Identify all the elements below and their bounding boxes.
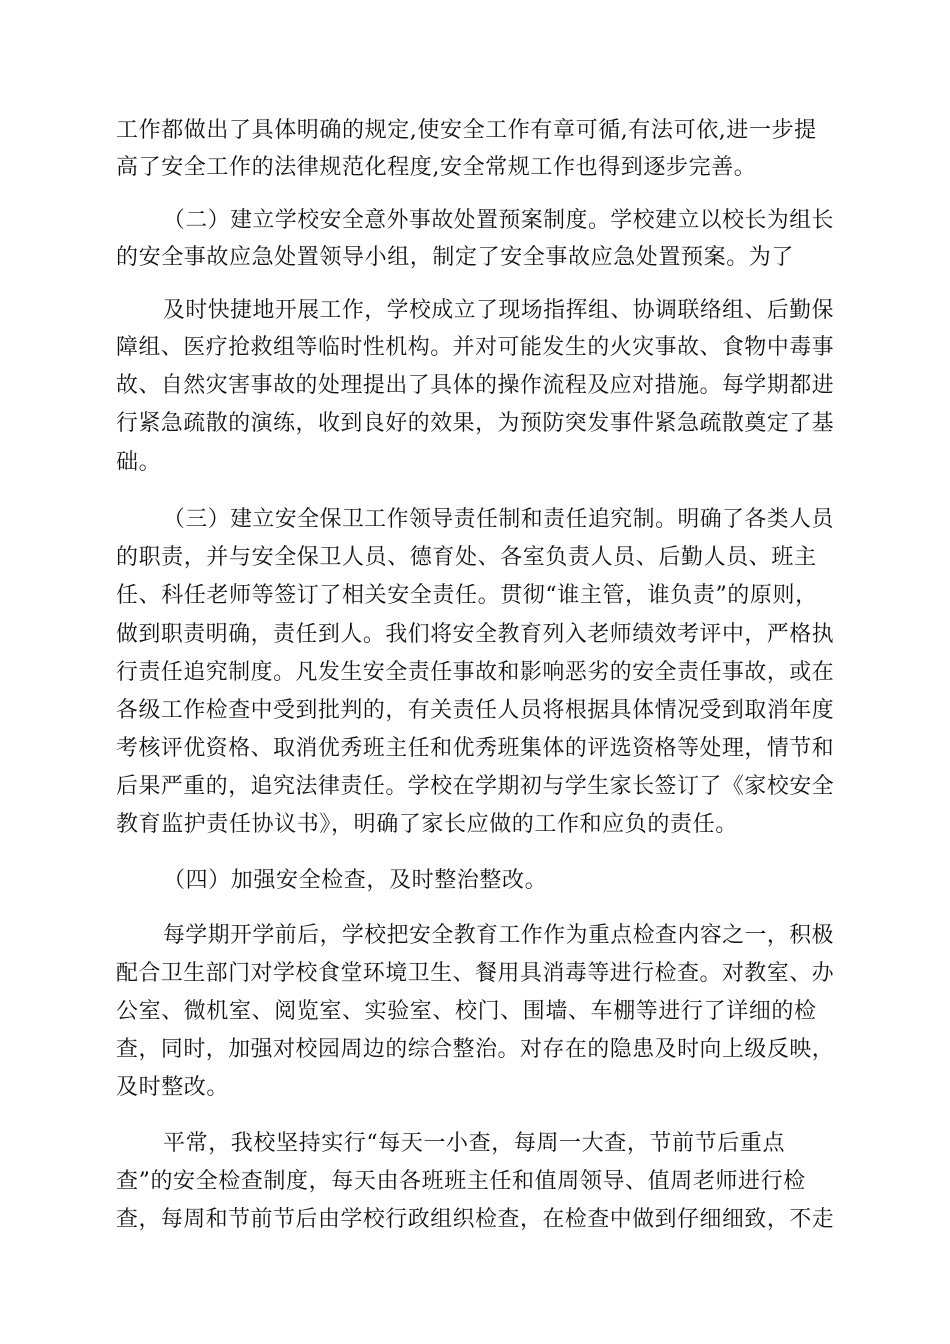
text-line: 考核评优资格、取消优秀班主任和优秀班集体的评选资格等处理，情节和 xyxy=(116,736,835,761)
text-line: 后果严重的，追究法律责任。学校在学期初与学生家长签订了《家校安全 xyxy=(116,774,835,799)
text-line: 行责任追究制度。凡发生安全责任事故和影响恶劣的安全责任事故，或在 xyxy=(116,660,835,685)
text-line: 做到职责明确，责任到人。我们将安全教育列入老师绩效考评中，严格执 xyxy=(116,622,835,647)
text-line: 及时快捷地开展工作，学校成立了现场指挥组、协调联络组、后勤保 xyxy=(163,298,835,323)
text-line: 公室、微机室、阅览室、实验室、校门、围墙、车棚等进行了详细的检 xyxy=(116,999,817,1024)
text-line: 平常，我校坚持实行“每天一小查，每周一大查，节前节后重点 xyxy=(163,1131,786,1156)
text-line: 障组、医疗抢救组等临时性机构。并对可能发生的火灾事故、食物中毒事 xyxy=(116,335,835,360)
text-line: 的职责，并与安全保卫人员、德育处、各室负责人员、后勤人员、班主 xyxy=(116,545,817,570)
text-line: （三）建立安全保卫工作领导责任制和责任追究制。明确了各类人员 xyxy=(163,507,835,532)
text-line: 任、科任老师等签订了相关安全责任。贯彻“谁主管，谁负责”的原则， xyxy=(116,583,818,608)
text-line: （二）建立学校安全意外事故处置预案制度。学校建立以校长为组长 xyxy=(163,208,835,233)
text-line: 础。 xyxy=(116,450,162,475)
text-line: 的安全事故应急处置领导小组，制定了安全事故应急处置预案。为了 xyxy=(116,245,795,270)
text-line: 及时整改。 xyxy=(116,1075,230,1100)
text-line: 每学期开学前后，学校把安全教育工作作为重点检查内容之一，积极 xyxy=(163,923,835,948)
text-line: 教育监护责任协议书》，明确了家长应做的工作和应负的责任。 xyxy=(116,812,738,837)
text-line: 故、自然灾害事故的处理提出了具体的操作流程及应对措施。每学期都进 xyxy=(116,373,835,398)
text-line: 查，同时，加强对校园周边的综合整治。对存在的隐患及时向上级反映， xyxy=(116,1037,835,1062)
text-line: 查，每周和节前节后由学校行政组织检查，在检查中做到仔细细致，不走 xyxy=(116,1207,835,1232)
text-line: 工作都做出了具体明确的规定,使安全工作有章可循,有法可依,进一步提 xyxy=(116,118,817,143)
text-line: 查”的安全检查制度，每天由各班班主任和值周领导、值周老师进行检 xyxy=(116,1169,806,1194)
text-line: 行紧急疏散的演练，收到良好的效果，为预防突发事件紧急疏散奠定了基 xyxy=(116,411,835,436)
text-line: 高了安全工作的法律规范化程度,安全常规工作也得到逐步完善。 xyxy=(116,155,757,180)
text-line: 各级工作检查中受到批判的，有关责任人员将根据具体情况受到取消年度 xyxy=(116,698,835,723)
text-line: 配合卫生部门对学校食堂环境卫生、餐用具消毒等进行检查。对教室、办 xyxy=(116,961,835,986)
section-heading: （四）加强安全检查，及时整治整改。 xyxy=(163,868,548,893)
